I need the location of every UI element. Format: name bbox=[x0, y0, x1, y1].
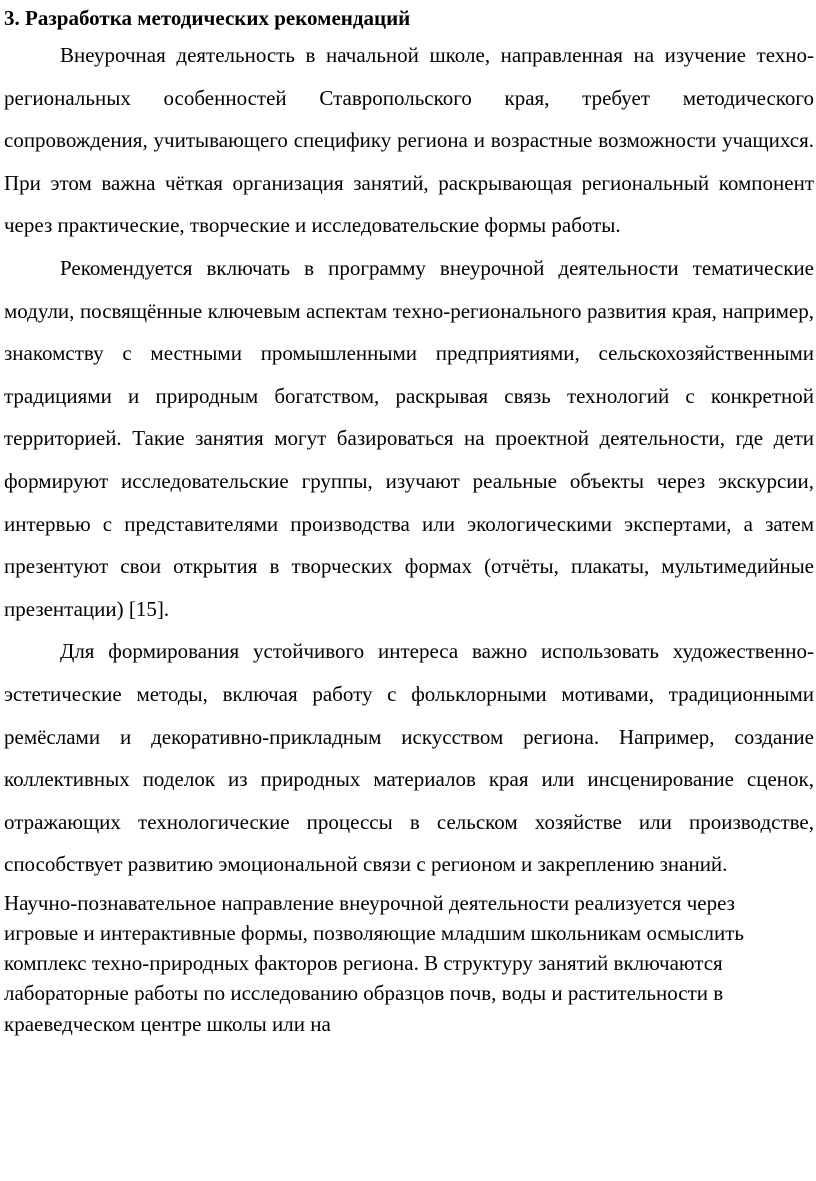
paragraph-aesthetic-methods: Для формирования устойчивого интереса важно использовать художественно-эстетические методы, включая работу с фольклорными мотивами, традиционными ремёслами и декоративно-прикладным искусством региона. Например, создание коллективных поделок из природных материалов края или инсценирование сценок, отражающих технологические процессы в сельском хозяйстве или производстве, способствует развитию эмоциональной связи с регионом и закреплению знаний. bbox=[4, 639, 814, 877]
paragraph-modules: Рекомендуется включать в программу внеурочной деятельности тематические модули, посвящённые ключевым аспектам техно-регионального развития края, например, знакомству с местными промышленными предприятиями, сельскохозяйственными традициями и природным богатством, раскрывая связь технологий с конкретной территорией. Такие занятия могут базироваться на проектной деятельности, где дети формируют исследовательские группы, изучают реальные объекты через экскурсии, интервью с представителями производства или экологическими экспертами, а затем презентуют свои открытия в творческих формах (отчёты, плакаты, мультимедийные презентации) [15]. bbox=[4, 255, 814, 621]
paragraph-intro: Внеурочная деятельность в начальной школе, направленная на изучение техно-региональных особенностей Ставропольского края, требует методического сопровождения, учитывающего специфику региона и возрастные возможности учащихся. При этом важна чёткая организация занятий, раскрывающая региональный компонент через практические, творческие и исследовательские формы работы. bbox=[4, 43, 814, 238]
paragraph-scientific-direction: Научно-познавательное направление внеурочной деятельности реализуется через игровые и интерактивные формы, позволяющие младшим школьникам осмыслить комплекс техно-природных факторов региона. В структуру занятий включаются лабораторные работы по исследованию образцов почв, воды и растительности в краеведческом центре школы или на bbox=[4, 890, 744, 1036]
section-heading: 3. Разработка методических рекомендаций bbox=[4, 6, 411, 30]
